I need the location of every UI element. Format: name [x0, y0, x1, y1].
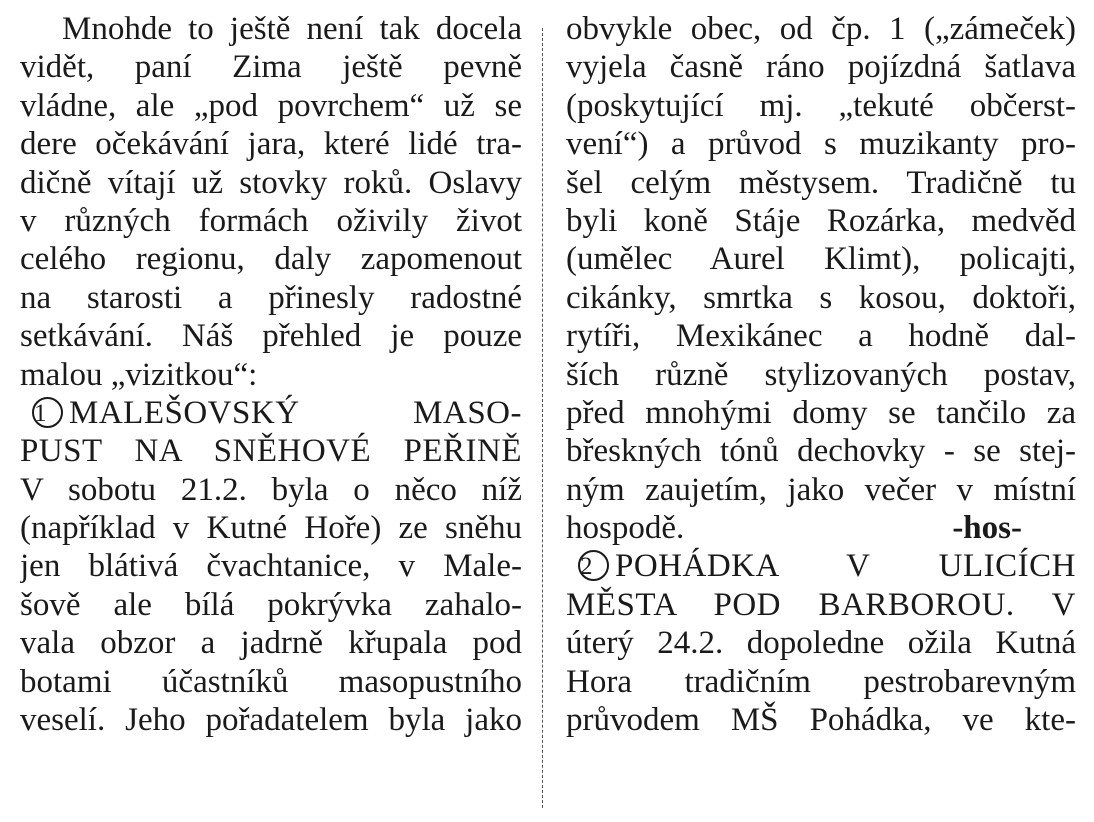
- text-line: (například v Kutné Hoře) ze sněhu: [20, 510, 522, 547]
- text-line: V sobotu 21.2. byla o něco níž: [20, 471, 522, 508]
- text-line: průvodem MŠ Pohádka, ve kte-: [566, 702, 1076, 739]
- text-line: botami účastníků masopustního: [20, 663, 522, 700]
- text-line: dičně vítají už stovky roků. Oslavy: [20, 164, 522, 201]
- section-heading-text: POHÁDKA V ULICÍCH: [615, 548, 1076, 585]
- section-heading-line: PUST NA SNĚHOVÉ PEŘINĚ: [20, 433, 522, 470]
- text-line: v různých formách oživily život: [20, 202, 522, 239]
- right-column: [566, 10, 1076, 739]
- text-line: vidět, paní Zima ještě pevně: [20, 49, 522, 86]
- author-signature: -hos-: [952, 510, 1022, 547]
- text-line: šel celým městysem. Tradičně tu: [566, 164, 1076, 201]
- left-column: [20, 10, 522, 739]
- text-line: vládne, ale „pod povrchem“ už se: [20, 87, 522, 124]
- text-line: vala obzor a jadrně křupala pod: [20, 625, 522, 662]
- text-line: jen blátivá čvachtanice, v Male-: [20, 548, 522, 585]
- text-line: dere očekávání jara, které lidé tra-: [20, 126, 522, 163]
- text-line: hospodě.: [566, 510, 685, 547]
- text-line: břeskných tónů dechovky - se stej-: [566, 433, 1076, 470]
- text-line: Hora tradičním pestrobarevným: [566, 663, 1076, 700]
- section-heading-line: MĚSTA POD BARBOROU. V: [566, 586, 1076, 623]
- text-line: ným zaujetím, jako večer v místní: [566, 471, 1076, 508]
- text-line: (poskytující mj. „tekuté občerst-: [566, 87, 1076, 124]
- text-line: před mnohými domy se tančilo za: [566, 394, 1076, 431]
- section-heading-1: [20, 394, 522, 432]
- text-line: vení“) a průvod s muzikanty pro-: [566, 126, 1076, 163]
- text-line: na starosti a přinesly radostné: [20, 279, 522, 316]
- text-line-with-signature: [566, 509, 1076, 547]
- section-heading-2: [566, 547, 1076, 585]
- text-line: vyjela časně ráno pojízdná šatlava: [566, 49, 1076, 86]
- text-line: obvykle obec, od čp. 1 („zámeček): [566, 11, 1076, 47]
- text-line: rytíři, Mexikánec a hodně dal-: [566, 318, 1076, 355]
- section-number-badge: 1: [32, 397, 63, 428]
- text-line: veselí. Jeho pořadatelem byla jako: [20, 702, 522, 739]
- text-line: (umělec Aurel Klimt), policajti,: [566, 241, 1076, 278]
- text-line: setkávání. Náš přehled je pouze: [20, 318, 522, 355]
- text-line: malou „vizitkou“:: [20, 356, 258, 393]
- section-heading-text: MALEŠOVSKÝ MASO-: [69, 394, 522, 431]
- text-line: Mnohde to ještě není tak docela: [62, 11, 522, 47]
- text-line: úterý 24.2. dopoledne ožila Kutná: [566, 625, 1076, 662]
- text-line: cikánky, smrtka s kosou, doktoři,: [566, 279, 1076, 316]
- section-number-badge: 2: [578, 550, 609, 581]
- text-line: ších různě stylizovaných postav,: [566, 356, 1076, 393]
- column-divider: [542, 28, 543, 808]
- text-line: celého regionu, daly zapomenout: [20, 241, 522, 278]
- text-line: šově ale bílá pokrývka zahalo-: [20, 586, 522, 623]
- text-line: byli koně Stáje Rozárka, medvěd: [566, 202, 1076, 239]
